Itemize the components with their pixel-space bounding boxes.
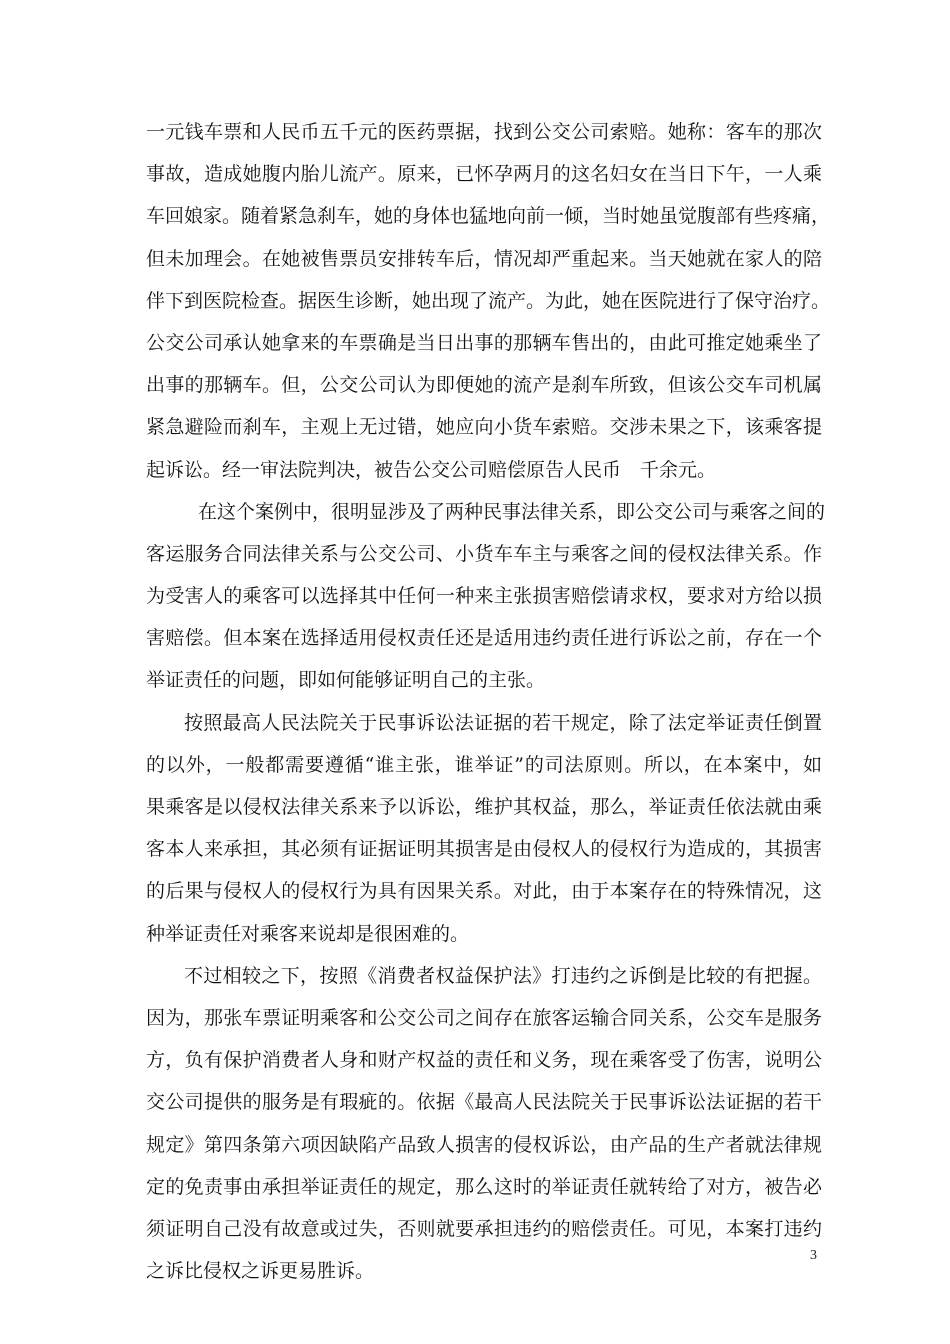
- text-line: 公交公司承认她拿来的车票确是当日出事的那辆车售出的，由此可推定她乘坐了: [146, 331, 822, 354]
- text-line: 在这个案例中，很明显涉及了两种民事法律关系，即公交公司与乘客之间的: [198, 500, 826, 523]
- text-line: 种举证责任对乘客来说却是很困难的。: [146, 922, 470, 945]
- text-line: 举证责任的问题，即如何能够证明自己的主张。: [146, 669, 546, 692]
- text-line: 出事的那辆车。但，公交公司认为即便她的流产是刹车所致，但该公交车司机属: [146, 374, 822, 397]
- text-line: 交公司提供的服务是有瑕疵的。依据《最高人民法院关于民事诉讼法证据的若干: [146, 1091, 822, 1114]
- page-number: 3: [810, 1248, 817, 1263]
- text-line: 不过相较之下，按照《消费者权益保护法》打违约之诉倒是比较的有把握。: [184, 964, 822, 987]
- text-line: 客运服务合同法律关系与公交公司、小货车车主与乘客之间的侵权法律关系。作: [146, 542, 822, 565]
- text-line: 但未加理会。在她被售票员安排转车后，情况却严重起来。当天她就在家人的陪: [146, 247, 822, 270]
- document-body: [146, 111, 831, 1292]
- text-line: 事故，造成她腹内胎儿流产。原来，已怀孕两月的这名妇女在当日下午，一人乘: [146, 163, 822, 186]
- text-line: 的以外，一般都需要遵循“谁主张，谁举证”的司法原则。所以，在本案中，如: [146, 753, 822, 776]
- text-line: 伴下到医院检查。据医生诊断，她出现了流产。为此，她在医院进行了保守治疗。: [146, 289, 831, 312]
- text-line: 因为，那张车票证明乘客和公交公司之间存在旅客运输合同关系，公交车是服务: [146, 1006, 822, 1029]
- text-line: 的后果与侵权人的侵权行为具有因果关系。对此，由于本案存在的特殊情况，这: [146, 880, 822, 903]
- paragraph-burden-of-proof: [146, 702, 822, 955]
- paragraph-breach-of-contract: [146, 955, 822, 1293]
- text-line: 按照最高人民法院关于民事诉讼法证据的若干规定，除了法定举证责任倒置: [184, 711, 822, 734]
- paragraph-legal-relations: [146, 491, 826, 702]
- text-line: 方，负有保护消费者人身和财产权益的责任和义务，现在乘客受了伤害，说明公: [146, 1049, 822, 1072]
- text-line: 紧急避险而刹车，主观上无过错，她应向小货车索赔。交涉未果之下，该乘客提: [146, 416, 822, 439]
- text-line: 害赔偿。但本案在选择适用侵权责任还是适用违约责任进行诉讼之前，存在一个: [146, 627, 822, 650]
- paragraph-case-facts: [146, 111, 831, 491]
- text-line: 果乘客是以侵权法律关系来予以诉讼，维护其权益，那么，举证责任依法就由乘: [146, 796, 822, 818]
- text-line: 一元钱车票和人民币五千元的医药票据，找到公交公司索赔。她称：客车的那次: [146, 121, 822, 143]
- text-line: 规定》第四条第六项因缺陷产品致人损害的侵权诉讼，由产品的生产者就法律规: [146, 1133, 822, 1156]
- text-line: 起诉讼。经一审法院判决，被告公交公司赔偿原告人民币 千余元。: [146, 458, 717, 481]
- text-line: 定的免责事由承担举证责任的规定，那么这时的举证责任就转给了对方，被告必: [146, 1175, 822, 1198]
- text-line: 客本人来承担，其必须有证据证明其损害是由侵权人的侵权行为造成的，其损害: [146, 838, 822, 861]
- text-line: 为受害人的乘客可以选择其中任何一种来主张损害赔偿请求权，要求对方给以损: [146, 585, 822, 608]
- text-line: 之诉比侵权之诉更易胜诉。: [146, 1260, 375, 1283]
- text-line: 须证明自己没有故意或过失，否则就要承担违约的赔偿责任。可见，本案打违约: [146, 1217, 822, 1240]
- text-line: 车回娘家。随着紧急刹车，她的身体也猛地向前一倾，当时她虽觉腹部有些疼痛，: [146, 205, 831, 228]
